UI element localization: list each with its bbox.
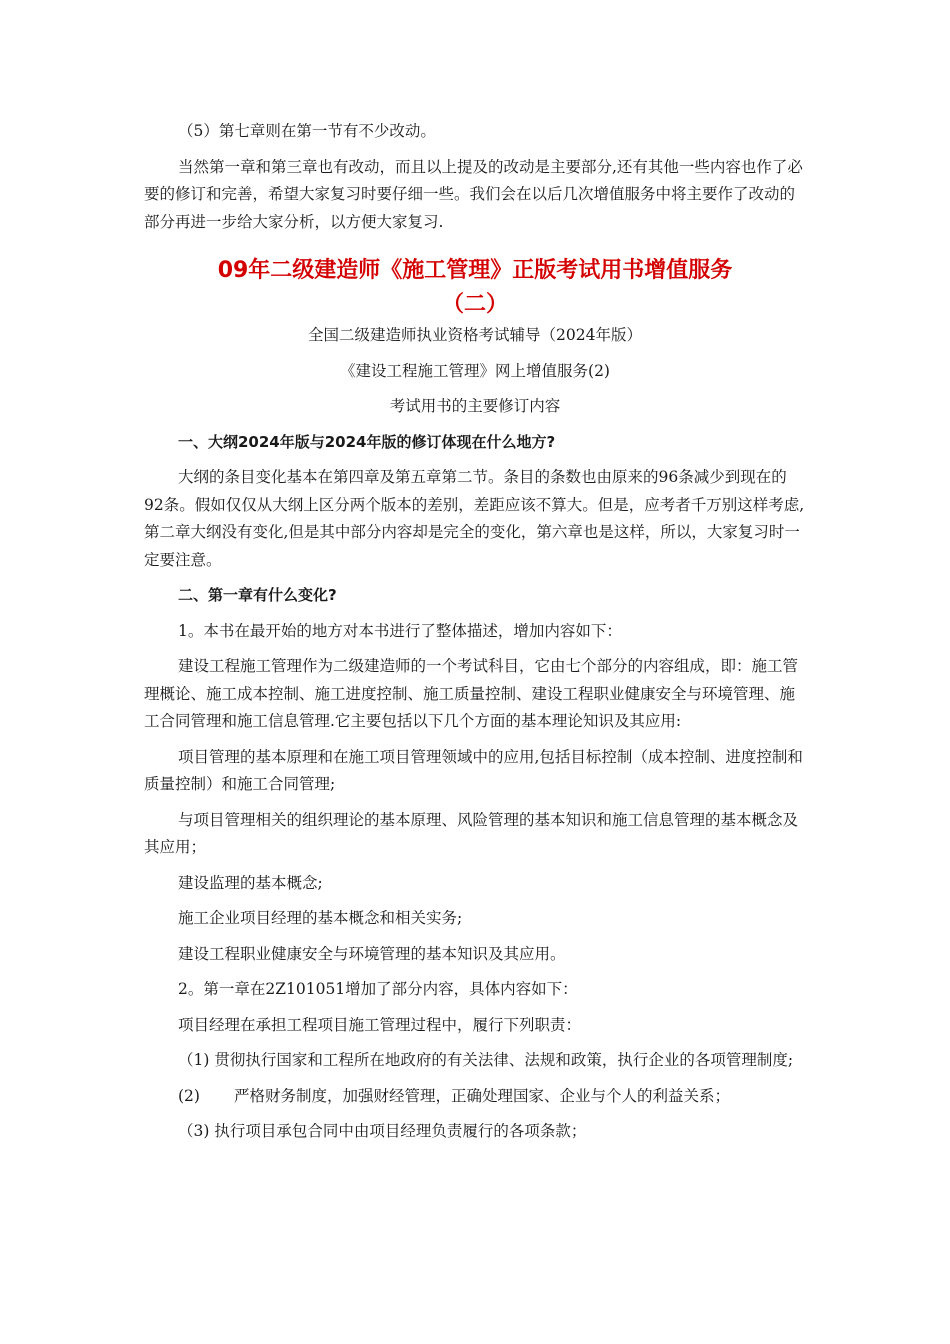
duty-item-2-number: (2) xyxy=(178,1086,200,1105)
paragraph-duties-intro: 项目经理在承担工程项目施工管理过程中，履行下列职责： xyxy=(178,1015,582,1034)
paragraph-course-description: 建设工程施工管理作为二级建造师的一个考试科目，它由七个部分的内容组成，即：施工管理概论、施工成本控制、施工进度控制、施工质量控制、建设工程职业健康安全与环境管理、施工合同管理和施工信息管理.它主要包括以下几个方面的基本理论知识及其应用: xyxy=(144,657,799,730)
document-title: 09年二级建造师《施工管理》正版考试用书增值服务 xyxy=(217,258,733,283)
paragraph-outline-change: 大纲的条目变化基本在第四章及第五章第二节。条目的条数也由原来的96条减少到现在的92条。假如仅仅从大纲上区分两个版本的差别，差距应该不算大。但是，应考者千万别这样考虑,第二章大纲没有变化,但是其中部分内容却是完全的变化，第六章也是这样，所以，大家复习时一定要注意。 xyxy=(144,468,805,569)
heading-section-2: 二、第一章有什么变化? xyxy=(178,586,337,604)
paragraph-project-management: 项目管理的基本原理和在施工项目管理领域中的应用,包括目标控制（成本控制、进度控制和质量控制）和施工合同管理; xyxy=(144,747,803,793)
document-title-part: （二） xyxy=(441,292,508,317)
subtitle-guide: 全国二级建造师执业资格考试辅导（2024年版） xyxy=(308,326,642,344)
paragraph-change-2: 2。第一章在2Z101051增加了部分内容，具体内容如下： xyxy=(178,980,578,998)
duty-item-2 xyxy=(144,1083,806,1111)
paragraph-change-1: 1。本书在最开始的地方对本书进行了整体描述，增加内容如下： xyxy=(178,621,622,640)
paragraph-intro: 当然第一章和第三章也有改动，而且以上提及的改动是主要部分,还有其他一些内容也作了必要的修订和完善，希望大家复习时要仔细一些。我们会在以后几次增值服务中将主要作了改动的部分再进一步给大家分析，以方便大家复习. xyxy=(144,157,803,231)
duty-item-2-text: 严格财务制度，加强财经管理，正确处理国家、企业与个人的利益关系； xyxy=(234,1086,731,1105)
paragraph-chapter7: （5）第七章则在第一节有不少改动。 xyxy=(178,122,436,140)
subtitle-revision: 考试用书的主要修订内容 xyxy=(389,397,561,415)
paragraph-organization-theory: 与项目管理相关的组织理论的基本原理、风险管理的基本知识和施工信息管理的基本概念及其应用； xyxy=(144,810,799,856)
duty-item-1: （1) 贯彻执行国家和工程所在地政府的有关法律、法规和政策，执行企业的各项管理制度; xyxy=(178,1051,794,1069)
duty-item-3: （3) 执行项目承包合同中由项目经理负责履行的各项条款； xyxy=(178,1122,587,1140)
heading-section-1: 一、大纲2024年版与2024年版的修订体现在什么地方? xyxy=(178,432,556,451)
paragraph-health-safety: 建设工程职业健康安全与环境管理的基本知识及其应用。 xyxy=(178,944,566,963)
paragraph-project-manager: 施工企业项目经理的基本概念和相关实务; xyxy=(178,909,463,927)
paragraph-supervision: 建设监理的基本概念; xyxy=(178,873,323,892)
subtitle-service: 《建设工程施工管理》网上增值服务(2) xyxy=(340,361,610,380)
